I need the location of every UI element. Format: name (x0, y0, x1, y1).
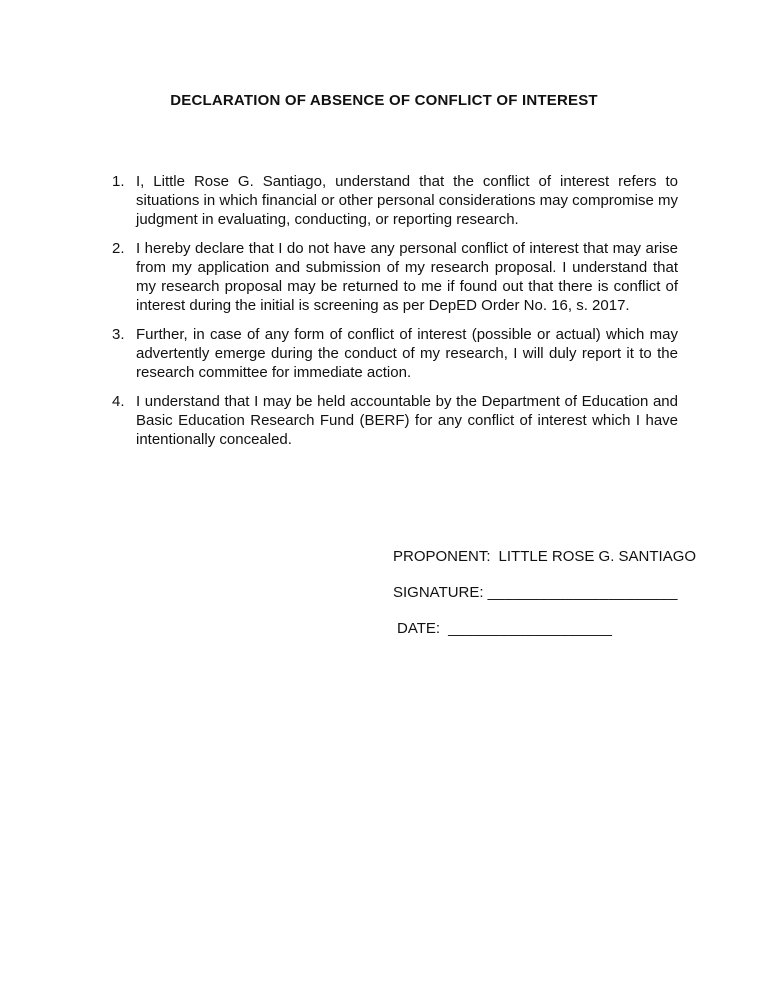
list-item-text: Further, in case of any form of conflict of interest (possible or actual) which may advertently emerge during the conduct of my research, I will duly report it to the research committee for immediate action. (136, 326, 678, 381)
list-item-number: 4. (112, 393, 125, 410)
declaration-item-3 (112, 325, 678, 382)
signature-blank-line: ______________________ (487, 584, 678, 601)
date-blank-line: ___________________ (448, 620, 613, 637)
declaration-list (0, 172, 768, 449)
proponent-name: LITTLE ROSE G. SANTIAGO (498, 548, 697, 565)
signature-row (393, 583, 768, 602)
list-item-text: I hereby declare that I do not have any personal conflict of interest that may arise from my application and submission of my research proposal. I understand that my research proposal may be returned to me if found out that there is conflict of interest during the initial is screening as per DepED Order No. 16, s. 2017. (136, 240, 678, 314)
proponent-row (393, 547, 768, 566)
list-item-number: 2. (112, 240, 125, 257)
declaration-item-4 (112, 392, 678, 449)
signature-label: SIGNATURE: (393, 584, 484, 601)
list-item-number: 3. (112, 326, 125, 343)
list-item-number: 1. (112, 173, 125, 190)
list-item-text: I, Little Rose G. Santiago, understand that the conflict of interest refers to situations in which financial or other personal considerations may compromise my judgment in evaluating, conducting, or reporting research. (136, 173, 678, 228)
list-item-text: I understand that I may be held accountable by the Department of Education and Basic Education Research Fund (BERF) for any conflict of interest which I have intentionally concealed. (136, 393, 678, 448)
proponent-label: PROPONENT: (393, 548, 491, 565)
declaration-item-2 (112, 239, 678, 315)
document-title: DECLARATION OF ABSENCE OF CONFLICT OF INTEREST (170, 92, 598, 109)
date-row (393, 619, 768, 638)
signature-block (393, 547, 768, 638)
date-label: DATE: (397, 620, 441, 637)
declaration-item-1 (112, 172, 678, 229)
